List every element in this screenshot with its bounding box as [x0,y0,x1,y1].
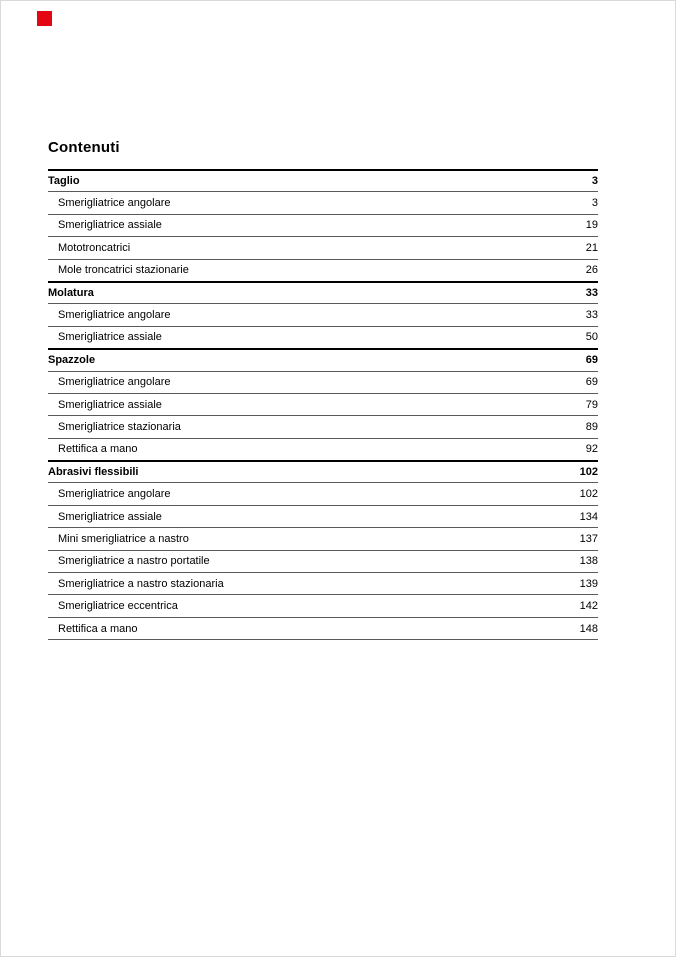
toc-entry-page: 134 [579,510,598,523]
toc-entry-label: Smerigliatrice assiale [58,219,162,232]
toc-entry-label: Smerigliatrice assiale [58,510,162,523]
page-title: Contenuti [48,139,120,156]
toc-section-label: Taglio [48,175,80,188]
toc-entry-page: 79 [585,398,598,411]
toc-entry-row [48,572,598,594]
toc-entry-row [48,594,598,616]
toc-entry-label: Smerigliatrice angolare [58,309,171,322]
toc-entry-row [48,617,598,639]
toc-section-page: 69 [585,354,598,367]
toc-entry-page: 142 [579,600,598,613]
toc-entry-label: Smerigliatrice assiale [58,398,162,411]
toc-entry-label: Rettifica a mano [58,443,138,456]
toc-entry-label: Mole troncatrici stazionarie [58,264,189,277]
toc-entry-row [48,259,598,281]
toc-section-row [48,348,598,370]
toc-entry-page: 137 [579,532,598,545]
toc-entry-label: Smerigliatrice angolare [58,197,171,210]
toc-section-row [48,281,598,303]
toc-entry-page: 138 [579,555,598,568]
toc-entry-label: Smerigliatrice a nastro stazionaria [58,577,224,590]
toc-entry-label: Smerigliatrice eccentrica [58,600,178,613]
toc-entry-row [48,191,598,213]
toc-entry-row [48,505,598,527]
toc-section-page: 102 [579,466,598,479]
toc-section-label: Spazzole [48,354,96,367]
toc-entry-page: 69 [585,376,598,389]
toc-section-label: Molatura [48,287,94,300]
toc-entry-row [48,214,598,236]
brand-logo-icon [37,11,52,26]
toc-entry-label: Mototroncatrici [58,241,131,254]
toc-entry-page: 33 [585,309,598,322]
toc-entry-row [48,438,598,460]
toc-entry-page: 50 [585,331,598,344]
toc-entry-label: Smerigliatrice a nastro portatile [58,555,210,568]
toc-entry-page: 148 [579,622,598,635]
toc-section-page: 33 [585,287,598,300]
toc-entry-page: 139 [579,577,598,590]
toc-entry-label: Smerigliatrice stazionaria [58,420,181,433]
toc-entry-row [48,236,598,258]
toc-entry-label: Mini smerigliatrice a nastro [58,532,189,545]
toc-entry-row [48,371,598,393]
toc-section-page: 3 [591,175,598,188]
toc-entry-row [48,527,598,549]
toc-entry-page: 26 [585,264,598,277]
toc-entry-row [48,393,598,415]
toc-entry-row [48,550,598,572]
toc-entry-row [48,326,598,348]
toc-entry-label: Smerigliatrice assiale [58,331,162,344]
toc-entry-row [48,482,598,504]
toc-entry-label: Rettifica a mano [58,622,138,635]
toc-entry-page: 19 [585,219,598,232]
toc-entry-page: 21 [585,241,598,254]
toc-entry-page: 102 [579,488,598,501]
toc-section-row [48,169,598,191]
toc-entry-row [48,415,598,437]
toc-entry-page: 89 [585,420,598,433]
toc-entry-row [48,303,598,325]
toc-entry-label: Smerigliatrice angolare [58,488,171,501]
toc-section-label: Abrasivi flessibili [48,466,139,479]
toc-section-row [48,460,598,482]
toc-entry-page: 92 [585,443,598,456]
toc-table [48,169,598,640]
toc-entry-page: 3 [591,197,598,210]
toc-entry-label: Smerigliatrice angolare [58,376,171,389]
